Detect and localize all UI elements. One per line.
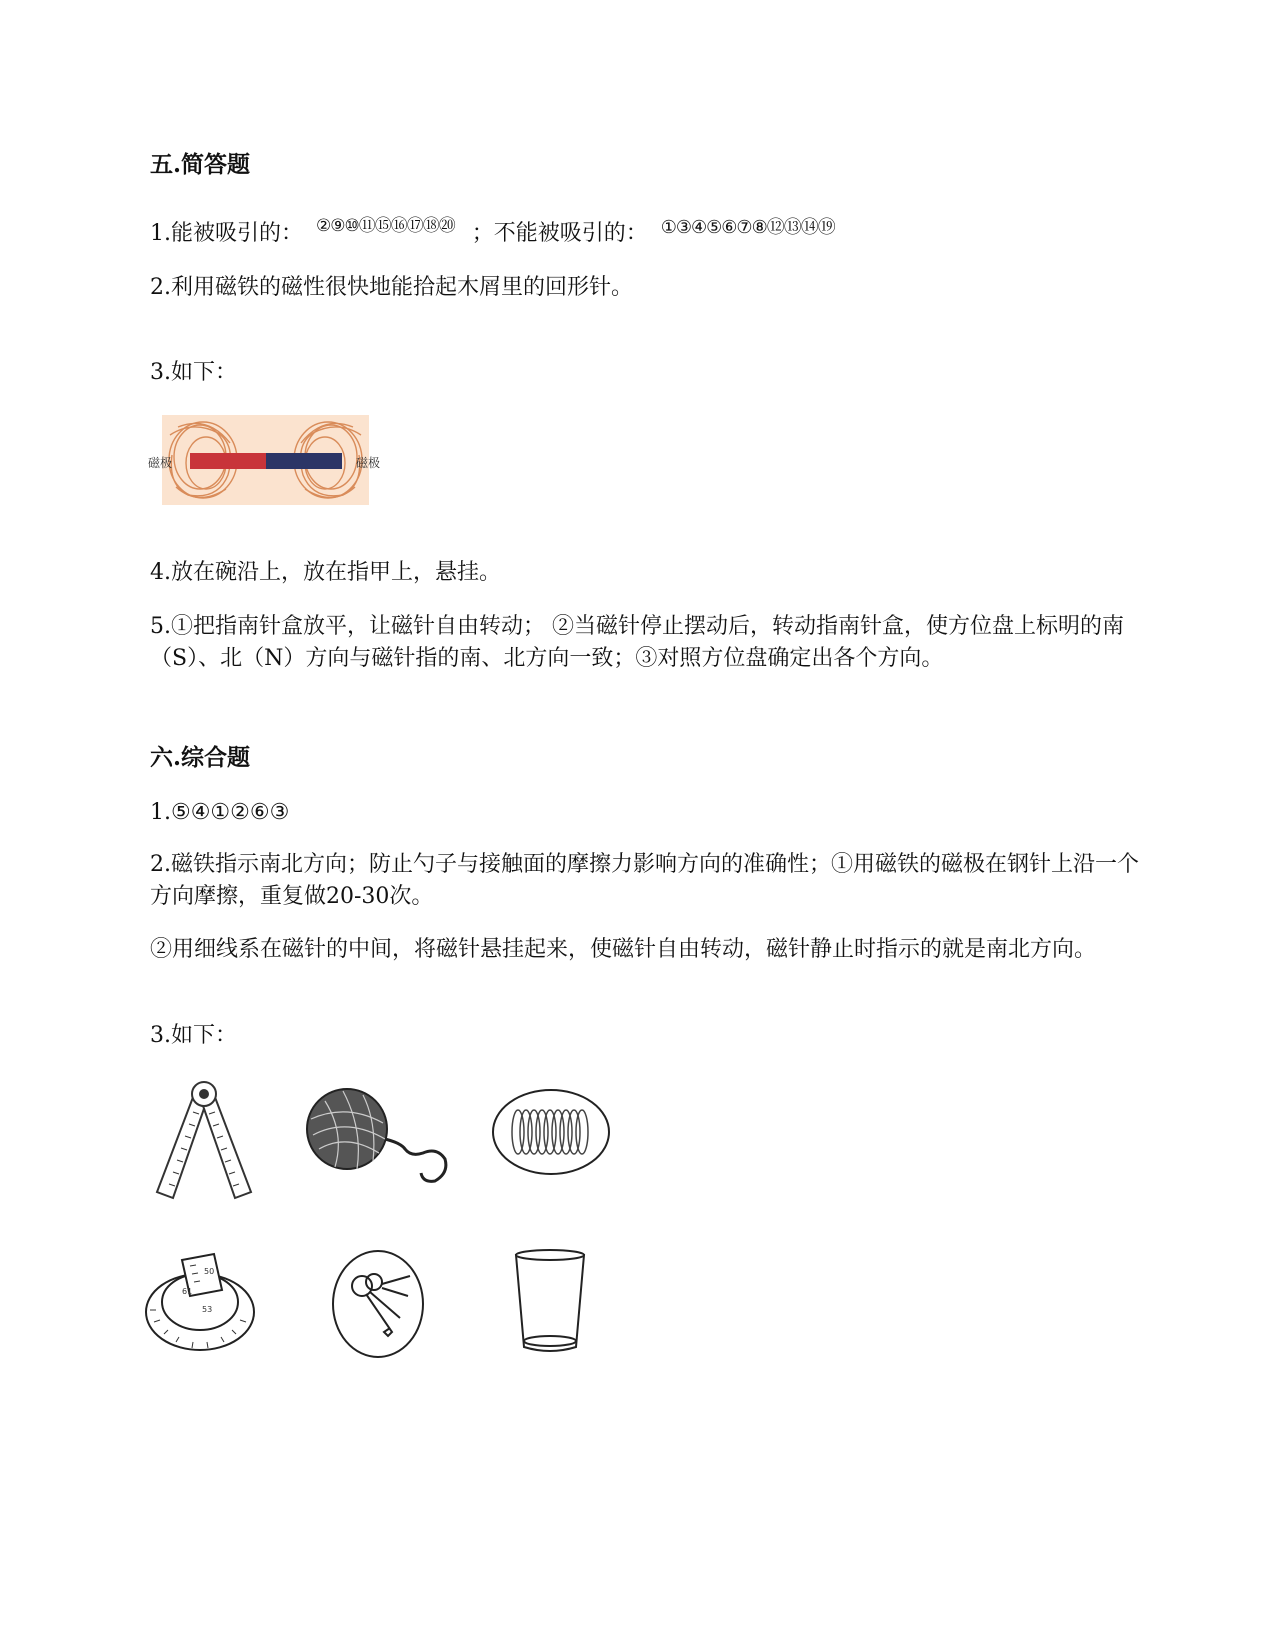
q1-attract-numbers: ②⑨⑩⑪⑮⑯⑰⑱⑳: [316, 216, 455, 236]
section5-q4: 4.放在碗沿上，放在指甲上，悬挂。: [150, 560, 501, 585]
measuring-tape-icon: [142, 1250, 260, 1360]
glass-cup-icon: [510, 1247, 590, 1357]
bar-magnet-figure: [148, 415, 381, 507]
magnet-label-right: 磁极: [356, 456, 381, 470]
section6-q3: 3.如下：: [150, 1023, 237, 1048]
q1-prefix: 1.能被吸引的：: [150, 221, 303, 246]
section6-q2: 2.磁铁指示南北方向；防止勺子与接触面的摩擦力影响方向的准确性；①用磁铁的磁极在钢针上沿一个方向摩擦，重复做20-30次。: [150, 852, 1139, 909]
svg-text:50: 50: [204, 1267, 215, 1276]
svg-text:61: 61: [182, 1287, 193, 1296]
magnet-blue-half: [266, 453, 342, 469]
section5-title: 五.简答题: [150, 151, 251, 178]
q1-nonattract-numbers: ①③④⑤⑥⑦⑧⑫⑬⑭⑲: [660, 217, 835, 238]
q1-mid: ；不能被吸引的：: [471, 221, 648, 246]
magnet-red-half: [190, 453, 266, 469]
yarn-ball-icon: [305, 1083, 450, 1188]
keys-icon: [330, 1248, 427, 1360]
section6-q1: 1.⑤④①②⑥③: [150, 800, 290, 825]
section5-q3: 3.如下：: [150, 360, 237, 385]
magnet-label-left: 磁极: [148, 456, 173, 470]
section5-q2: 2.利用磁铁的磁性很快地能拾起木屑里的回形针。: [150, 275, 633, 300]
section5-q5: 5.①把指南针盒放平，让磁针自由转动； ②当磁针停止摆动后，转动指南针盒，使方位盘上标明的南（S）、北（N）方向与磁针指的南、北方向一致；③对照方位盘确定出各个方向。: [150, 614, 1124, 671]
folding-ruler-icon: [155, 1080, 255, 1205]
section5-q1: [150, 218, 835, 250]
svg-text:53: 53: [202, 1305, 213, 1314]
spring-icon: [490, 1086, 612, 1178]
section6-q2b: ②用细线系在磁针的中间，将磁针悬挂起来，使磁针自由转动，磁针静止时指示的就是南北方向。: [150, 937, 1097, 962]
section6-title: 六.综合题: [150, 744, 251, 771]
